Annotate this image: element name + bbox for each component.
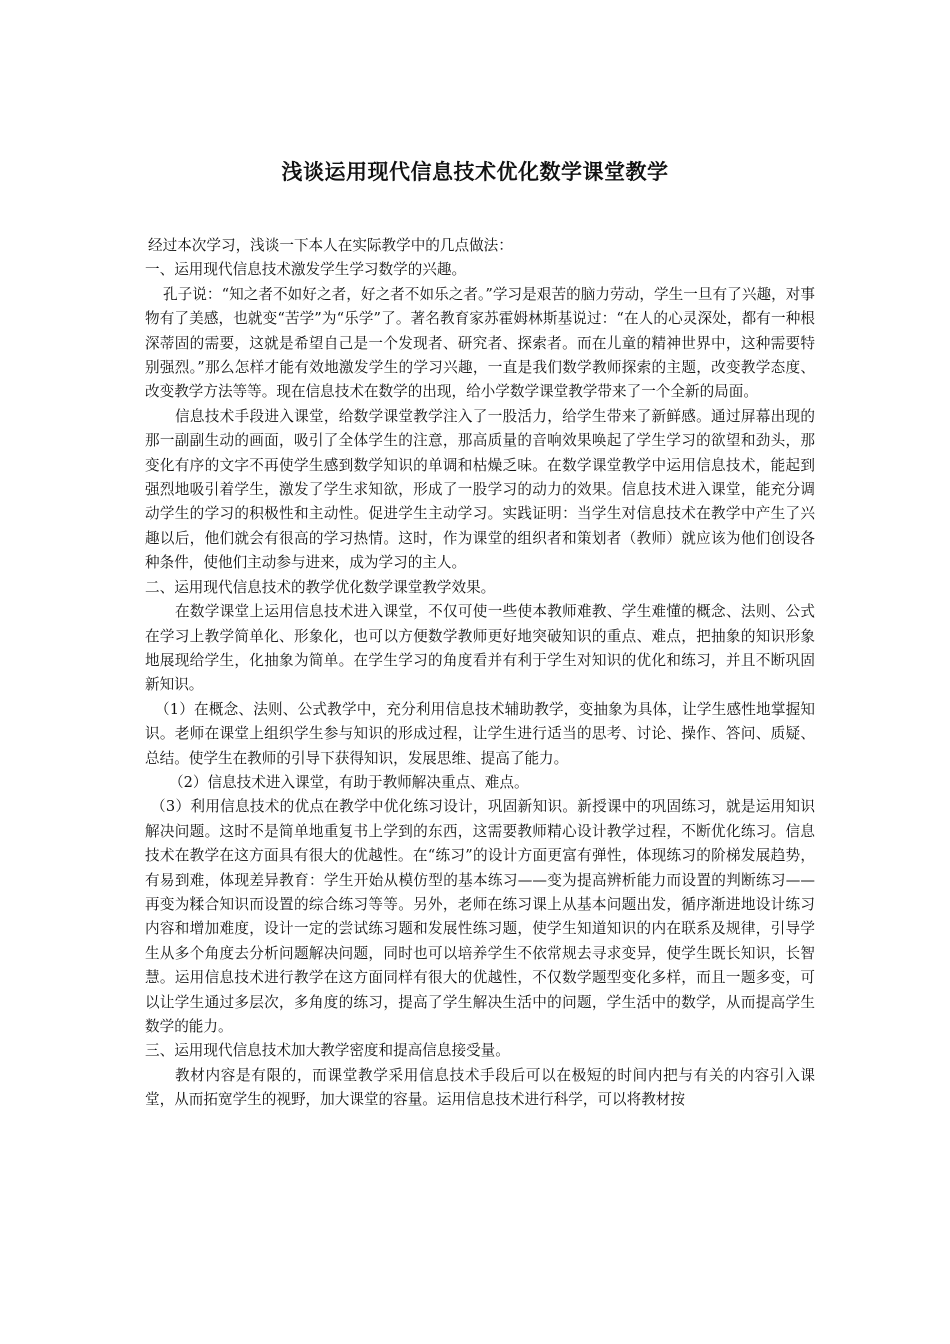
- list-item-paragraph: （3）利用信息技术的优点在教学中优化练习设计，巩固新知识。新授课中的巩固练习，就是运用知识解决问题。这时不是简单地重复书上学到的东西，这需要教师精心设计教学过程，不断优化练习。信息技术在教学在这方面具有很大的优越性。在“练习”的设计方面更富有弹性，体现练习的阶梯发展趋势，有易到难，体现差异教育：学生开始从模仿型的基本练习——变为提高辨析能力而设置的判断练习——再变为糅合知识而设置的综合练习等等。另外，老师在练习课上从基本问题出发，循序渐进地设计练习内容和增加难度，设计一定的尝试练习题和发展性练习题，使学生知道知识的内在联系及规律，引导学生从多个角度去分析问题解决问题，同时也可以培养学生不依常规去寻求变异，使学生既长知识，长智慧。运用信息技术进行教学在这方面同样有很大的优越性，不仅数学题型变化多样，而且一题多变，可以让学生通过多层次，多角度的练习，提高了学生解决生活中的问题，学生活中的数学，从而提高学生数学的能力。: [145, 798, 815, 1035]
- section-heading-1: 一、运用现代信息技术激发学生学习数学的兴趣。: [145, 261, 467, 279]
- body-paragraph: 信息技术手段进入课堂，给数学课堂教学注入了一股活力，给学生带来了新鲜感。通过屏幕出现的那一副副生动的画面，吸引了全体学生的注意，那高质量的音响效果唤起了学生学习的欲望和劲头，那变化有序的文字不再使学生感到数学知识的单调和枯燥乏味。在数学课堂教学中运用信息技术，能起到强烈地吸引着学生，激发了学生求知欲，形成了一股学习的动力的效果。信息技术进入课堂，能充分调动学生的学习的积极性和主动性。促进学生主动学习。实践证明：当学生对信息技术在教学中产生了兴趣以后，他们就会有很高的学习热情。这时，作为课堂的组织者和策划者（教师）就应该为他们创设各种条件，使他们主动参与进来，成为学习的主人。: [145, 407, 815, 572]
- list-item-paragraph: （1）在概念、法则、公式教学中，充分利用信息技术辅助教学，变抽象为具体，让学生感性地掌握知识。老师在课堂上组织学生参与知识的形成过程，让学生进行适当的思考、讨论、操作、答问、质疑、总结。使学生在教师的引导下获得知识，发展思维、提高了能力。: [145, 700, 815, 767]
- intro-paragraph: 经过本次学习，浅谈一下本人在实际教学中的几点做法：: [148, 237, 513, 254]
- document-title: 浅谈运用现代信息技术优化数学课堂教学: [281, 160, 669, 184]
- body-paragraph: 教材内容是有限的，而课堂教学采用信息技术手段后可以在极短的时间内把与有关的内容引入课堂，从而拓宽学生的视野，加大课堂的容量。运用信息技术进行科学，可以将教材按: [145, 1066, 815, 1109]
- list-item-paragraph: （2）信息技术进入课堂，有助于教师解决重点、难点。: [169, 773, 529, 791]
- body-paragraph: 在数学课堂上运用信息技术进入课堂，不仅可使一些使本教师难教、学生难懂的概念、法则、公式在学习上教学简单化、形象化，也可以方便数学教师更好地突破知识的重点、难点，把抽象的知识形象地展现给学生，化抽象为简单。在学生学习的角度看并有利于学生对知识的优化和练习，并且不断巩固新知识。: [145, 603, 815, 694]
- body-paragraph: 孔子说：“知之者不如好之者，好之者不如乐之者。”学习是艰苦的脑力劳动，学生一旦有了兴趣，对事物有了美感，也就变“苦学”为“乐学”了。著名教育家苏霍姆林斯基说过：“在人的心灵深处，都有一种根深蒂固的需要，这就是希望自己是一个发现者、研究者、探索者。而在儿童的精神世界中，这种需要特别强烈。”那么怎样才能有效地激发学生的学习兴趣，一直是我们数学教师探索的主题，改变教学态度、改变教学方法等等。现在信息技术在数学的出现，给小学数学课堂教学带来了一个全新的局面。: [145, 285, 815, 401]
- section-heading-2: 二、运用现代信息技术的教学优化数学课堂教学效果。: [145, 578, 496, 596]
- document-body: [145, 234, 815, 1113]
- section-heading-3: 三、运用现代信息技术加大教学密度和提高信息接受量。: [145, 1042, 510, 1060]
